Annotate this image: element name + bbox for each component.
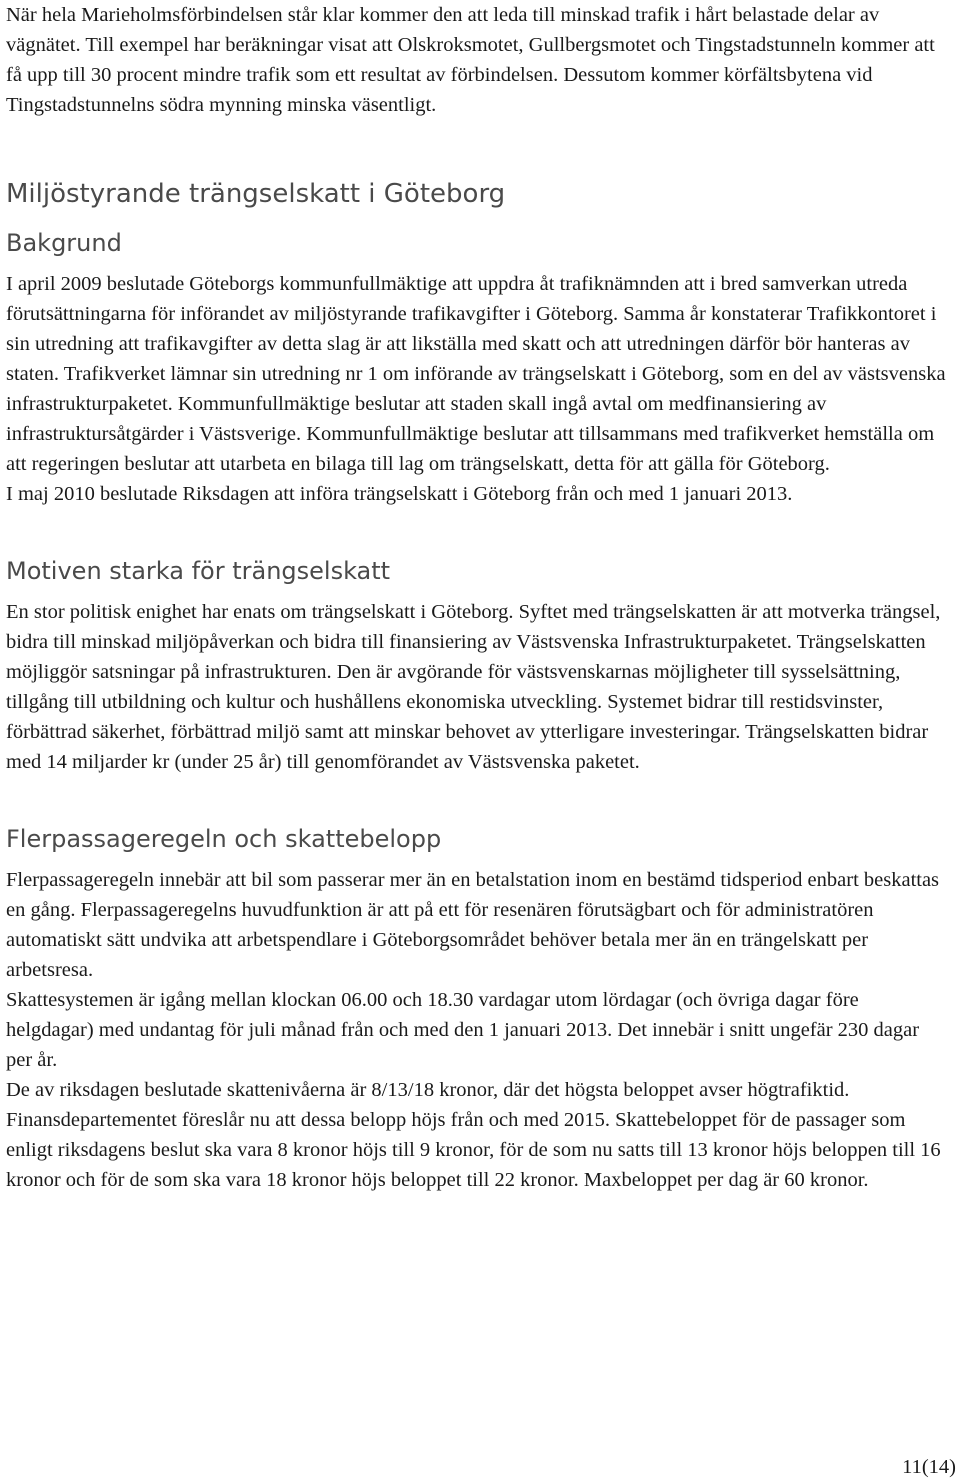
- main-heading: Miljöstyrande trängselskatt i Göteborg: [6, 179, 506, 209]
- section-heading: Flerpassageregeln och skattebelopp: [6, 825, 442, 853]
- paragraph: I april 2009 beslutade Göteborgs kommunfullmäktige att uppdra åt trafiknämnden att i bred samverkan utreda förutsättningarna för införandet av miljöstyrande trafikavgifter i Göteborg. Samma år konstaterar Trafikkontoret i sin utredning att trafikavgifter av detta slag är att likställa med skatt och att utredningen därför bör hanteras av staten. Trafikverket lämnar sin utredning nr 1 om införande av trängselskatt i Göteborg, som en del av västsvenska infrastrukturpaketet. Kommunfullmäktige beslutar att staden skall ingå avtal om medfinansiering av infrastruktursåtgärder i Västsverige. Kommunfullmäktige beslutar att tillsammans med trafikverket hemställa om att regeringen beslutar att utarbeta en bilaga till lag om trängselskatt, detta för att gälla för Göteborg.: [6, 273, 946, 475]
- section-heading: Bakgrund: [6, 229, 122, 257]
- document-page: [6, 0, 950, 1195]
- paragraph: Flerpassageregeln innebär att bil som passerar mer än en betalstation inom en bestämd tidsperiod enbart beskattas en gång. Flerpassageregelns huvudfunktion är att på ett för resenären förutsägbart och för administratören automatiskt sätt undvika att arbetspendlare i Göteborgsområdet behöver betala mer än en trängelskatt per arbetsresa.: [6, 869, 940, 981]
- section-motiven: [6, 555, 950, 777]
- intro-paragraph: När hela Marieholmsförbindelsen står klar kommer den att leda till minskad trafik i hårt belastade delar av vägnätet. Till exempel har beräkningar visat att Olskroksmotet, Gullbergsmotet och Tingstadstunneln kommer att få upp till 30 procent mindre trafik som ett resultat av förbindelsen. Dessutom kommer körfältsbytena vid Tingstadstunnelns södra mynning minska väsentligt.: [6, 4, 935, 116]
- paragraph: De av riksdagen beslutade skattenivåerna är 8/13/18 kronor, där det högsta beloppet avser högtrafiktid. Finansdepartementet föreslår nu att dessa belopp höjs från och med 2015. Skattebeloppet för de passager som enligt riksdagens beslut ska vara 8 kronor höjs till 9 kronor, för de som nu satts till 13 kronor höjs beloppen till 16 kronor och för de som ska vara 18 kronor höjs beloppet till 22 kronor. Maxbeloppet per dag är 60 kronor.: [6, 1079, 941, 1191]
- section-heading: Motiven starka för trängselskatt: [6, 557, 391, 585]
- section-body: [6, 269, 950, 509]
- page-number: 11(14): [902, 1456, 956, 1478]
- section-flerpassage: [6, 823, 950, 1195]
- paragraph: Skattesystemen är igång mellan klockan 06.00 och 18.30 vardagar utom lördagar (och övriga dagar före helgdagar) med undantag för juli månad från och med den 1 januari 2013. Det innebär i snitt ungefär 230 dagar per år.: [6, 989, 920, 1071]
- section-bakgrund: [6, 227, 950, 509]
- section-body: [6, 865, 950, 1195]
- paragraph: En stor politisk enighet har enats om trängselskatt i Göteborg. Syftet med trängselskatten är att motverka trängsel, bidra till minskad miljöpåverkan och bidra till finansiering av Västsvenska Infrastrukturpaketet. Trängselskatten möjliggör satsningar på infrastrukturen. Den är avgörande för västsvenskarnas möjligheter till sysselsättning, tillgång till utbildning och kultur och hushållens ekonomiska utveckling. Systemet bidrar till restidsvinster, förbättrad säkerhet, förbättrad miljö samt att minskar behovet av ytterligare investeringar. Trängselskatten bidrar med 14 miljarder kr (under 25 år) till genomförandet av Västsvenska paketet.: [6, 601, 941, 773]
- paragraph: I maj 2010 beslutade Riksdagen att införa trängselskatt i Göteborg från och med 1 januari 2013.: [6, 483, 793, 505]
- section-body: [6, 597, 950, 777]
